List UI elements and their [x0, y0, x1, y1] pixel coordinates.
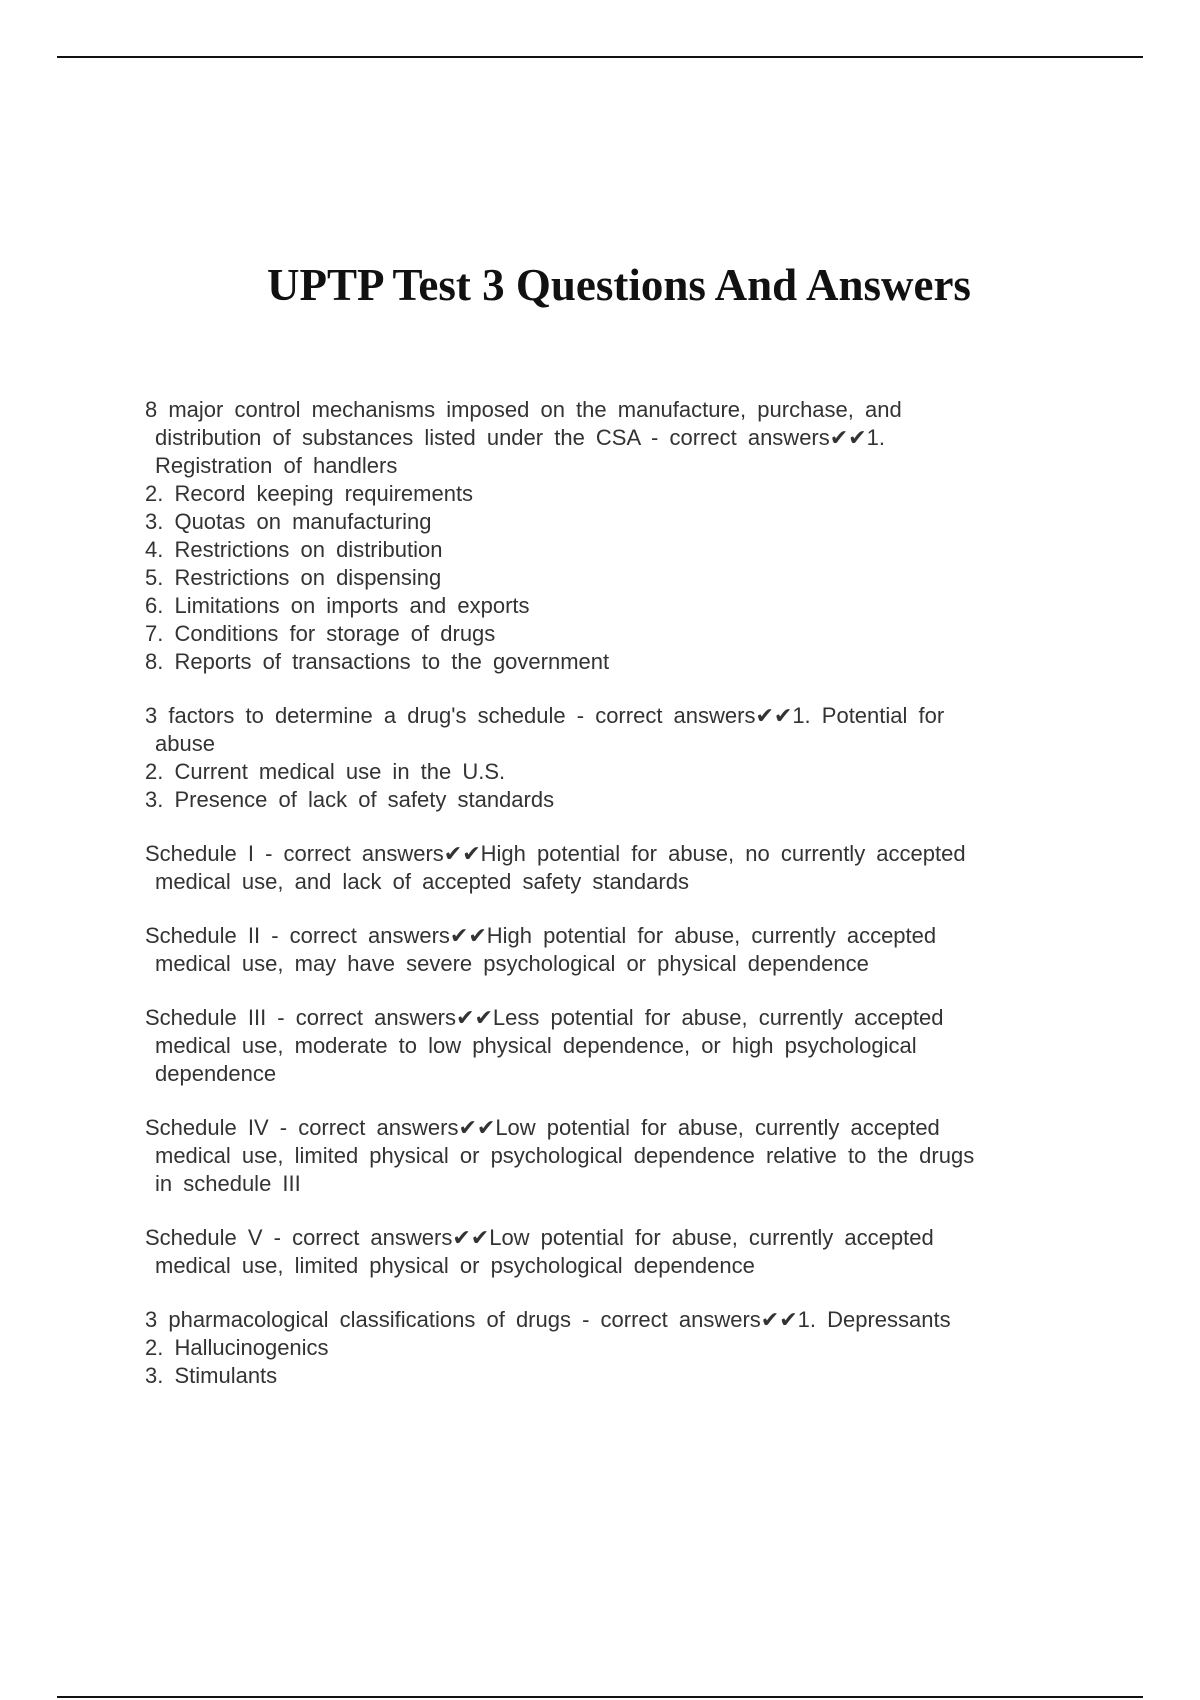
- text-line: medical use, may have severe psychological or physical dependence: [155, 951, 869, 976]
- list-item: 6. Limitations on imports and exports: [145, 593, 530, 618]
- list-item: 7. Conditions for storage of drugs: [145, 621, 496, 646]
- qa-entry-schedule-v: [145, 1224, 1075, 1280]
- footer-rule: [57, 1696, 1143, 1698]
- qa-entry-pharmacological-classes: [145, 1306, 1075, 1390]
- text-line: dependence: [155, 1061, 277, 1086]
- text-line: medical use, moderate to low physical dependence, or high psychological: [155, 1033, 917, 1058]
- list-item: 2. Record keeping requirements: [145, 481, 474, 506]
- list-item: 8. Reports of transactions to the government: [145, 649, 610, 674]
- document-title: UPTP Test 3 Questions And Answers: [267, 260, 971, 310]
- text-line: medical use, limited physical or psychological dependence relative to the drugs: [155, 1143, 975, 1168]
- text-line: abuse: [155, 731, 215, 756]
- header-rule: [57, 56, 1143, 58]
- list-item: 3. Stimulants: [145, 1363, 278, 1388]
- qa-entry-schedule-i: [145, 840, 1075, 896]
- list-item: 2. Current medical use in the U.S.: [145, 759, 506, 784]
- text-line: 8 major control mechanisms imposed on the manufacture, purchase, and: [145, 397, 902, 422]
- list-item: 4. Restrictions on distribution: [145, 537, 443, 562]
- text-line: Schedule III - correct answers✔✔Less potential for abuse, currently accepted: [145, 1005, 944, 1030]
- qa-entry-schedule-iv: [145, 1114, 1075, 1198]
- text-line: Schedule V - correct answers✔✔Low potential for abuse, currently accepted: [145, 1225, 934, 1250]
- list-item: 3. Presence of lack of safety standards: [145, 787, 555, 812]
- text-line: 3 factors to determine a drug's schedule - correct answers✔✔1. Potential for: [145, 703, 945, 728]
- text-line: Schedule I - correct answers✔✔High potential for abuse, no currently accepted: [145, 841, 966, 866]
- document-body: [145, 396, 1075, 1416]
- text-line: Registration of handlers: [155, 453, 398, 478]
- list-item: 5. Restrictions on dispensing: [145, 565, 442, 590]
- qa-entry-control-mechanisms: [145, 396, 1075, 676]
- list-item: 3. Quotas on manufacturing: [145, 509, 432, 534]
- list-item: 2. Hallucinogenics: [145, 1335, 329, 1360]
- text-line: medical use, and lack of accepted safety standards: [155, 869, 689, 894]
- text-line: in schedule III: [155, 1171, 301, 1196]
- text-line: medical use, limited physical or psychological dependence: [155, 1253, 755, 1278]
- text-line: Schedule II - correct answers✔✔High potential for abuse, currently accepted: [145, 923, 937, 948]
- text-line: Schedule IV - correct answers✔✔Low potential for abuse, currently accepted: [145, 1115, 940, 1140]
- text-line: distribution of substances listed under the CSA - correct answers✔✔1.: [155, 425, 885, 450]
- qa-entry-schedule-iii: [145, 1004, 1075, 1088]
- qa-entry-schedule-ii: [145, 922, 1075, 978]
- qa-entry-schedule-factors: [145, 702, 1075, 814]
- text-line: 3 pharmacological classifications of drugs - correct answers✔✔1. Depressants: [145, 1307, 951, 1332]
